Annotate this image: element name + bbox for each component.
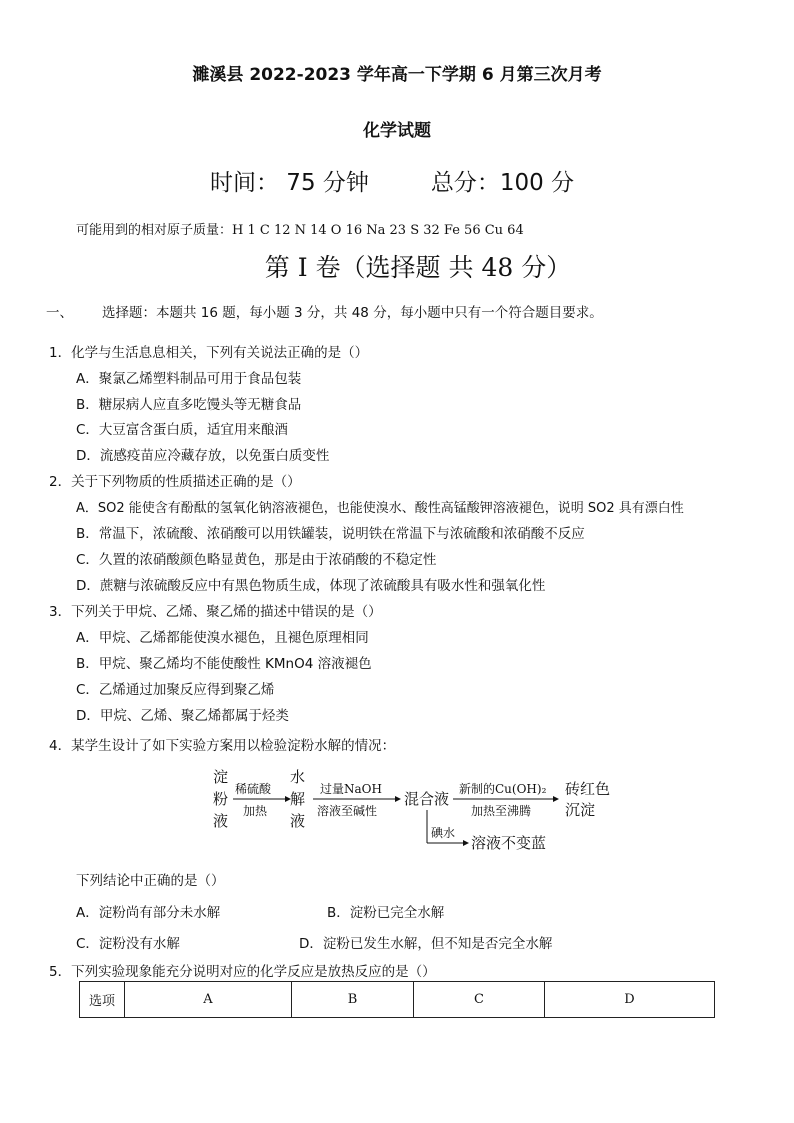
question-4-option-c: C．淀粉没有水解: [76, 936, 180, 952]
hydrolysate-char-1: 水: [290, 768, 306, 786]
question-4-conclusion-prompt: 下列结论中正确的是（）: [76, 873, 225, 889]
arrow1-top-label: 稀硫酸: [235, 782, 272, 796]
question-5-table: [79, 981, 715, 1018]
arrow3-top-label: 新制的Cu(OH)₂: [459, 782, 547, 796]
question-1-stem: 1．化学与生活息息相关，下列有关说法正确的是（）: [49, 345, 369, 361]
hydrolysate-char-3: 液: [290, 812, 306, 830]
atomic-masses: 可能用到的相对原子质量：H 1 C 12 N 14 O 16 Na 23 S 32 Fe 56 Cu 64: [76, 223, 524, 238]
question-2-stem: 2．关于下列物质的性质描述正确的是（）: [49, 474, 301, 490]
branch-label: 碘水: [431, 826, 456, 840]
arrow2-top-label: 过量NaOH: [320, 782, 382, 796]
question-3-option-b: B．甲烷、聚乙烯均不能使酸性 KMnO4 溶液褪色: [76, 656, 372, 672]
question-3-option-d: D．甲烷、乙烯、聚乙烯都属于烃类: [76, 708, 289, 724]
question-1-option-d: D．流感疫苗应冷藏存放，以免蛋白质变性: [76, 448, 330, 464]
starch-hydrolysis-flowchart: [205, 764, 625, 860]
branch-arrow-head: [463, 840, 469, 846]
table-header-cell-a: A: [125, 982, 292, 1018]
question-1-option-c: C．大豆富含蛋白质，适宜用来酿酒: [76, 422, 288, 438]
question-2-option-d: D．蔗糖与浓硫酸反应中有黑色物质生成，体现了浓硫酸具有吸水性和强氧化性: [76, 578, 546, 594]
question-2-option-c: C．久置的浓硝酸颜色略显黄色，那是由于浓硝酸的不稳定性: [76, 552, 437, 568]
section-instruction: [46, 301, 603, 321]
question-4-option-d: D．淀粉已发生水解，但不知是否完全水解: [299, 936, 553, 952]
table-header-cell-c: C: [414, 982, 545, 1018]
table-header-cell-option: 选项: [80, 982, 125, 1018]
arrow2-head: [395, 796, 401, 802]
question-3-stem: 3．下列关于甲烷、乙烯、聚乙烯的描述中错误的是（）: [49, 604, 382, 620]
result1-line1: 砖红色: [565, 780, 611, 798]
table-header-cell-d: D: [545, 982, 715, 1018]
question-1-option-a: A．聚氯乙烯塑料制品可用于食品包装: [76, 371, 302, 387]
arrow1-bottom-label: 加热: [243, 804, 268, 818]
mixture-label: 混合液: [404, 790, 450, 808]
question-2-option-b: B．常温下，浓硫酸、浓硝酸可以用铁罐装，说明铁在常温下与浓硫酸和浓硝酸不反应: [76, 526, 585, 542]
result1-line2: 沉淀: [565, 801, 596, 819]
score-label: 总分：100 分: [430, 170, 575, 196]
question-2-option-a: A．SO2 能使含有酚酞的氢氧化钠溶液褪色，也能使溴水、酸性高锰酸钾溶液褪色，说明 SO2 具有漂白性: [76, 501, 684, 516]
table-header-cell-b: B: [292, 982, 414, 1018]
table-header-row: [80, 982, 715, 1018]
question-4-stem: 4．某学生设计了如下实验方案用以检验淀粉水解的情况：: [49, 738, 396, 754]
exam-subtitle: 化学试题: [363, 121, 431, 141]
question-4-option-a: A．淀粉尚有部分未水解: [76, 905, 221, 921]
result2-label: 溶液不变蓝: [471, 834, 547, 852]
starch-char-3: 液: [213, 812, 229, 830]
arrow2-bottom-label: 溶液至碱性: [317, 804, 378, 818]
hydrolysate-char-2: 解: [290, 790, 306, 808]
arrow3-head: [553, 796, 559, 802]
exam-title: 濉溪县 2022-2023 学年高一下学期 6 月第三次月考: [192, 65, 602, 85]
exam-time-score: [210, 164, 574, 197]
question-3-option-a: A．甲烷、乙烯都能使溴水褪色，且褪色原理相同: [76, 630, 369, 646]
starch-char-1: 淀: [213, 768, 229, 786]
question-4-option-b: B．淀粉已完全水解: [327, 905, 445, 921]
volume-title: 第 I 卷（选择题 共 48 分）: [264, 253, 572, 282]
question-1-option-b: B．糖尿病人应直多吃馒头等无糖食品: [76, 397, 302, 413]
arrow3-bottom-label: 加热至沸腾: [471, 804, 532, 818]
starch-char-2: 粉: [213, 790, 229, 808]
question-5-stem: 5．下列实验现象能充分说明对应的化学反应是放热反应的是（）: [49, 964, 436, 980]
question-3-option-c: C．乙烯通过加聚反应得到聚乙烯: [76, 682, 275, 698]
time-label: 时间： 75 分钟: [210, 170, 369, 196]
section-number: 一、: [46, 305, 73, 321]
section-text: 选择题：本题共 16 题，每小题 3 分，共 48 分，每小题中只有一个符合题目要求。: [102, 305, 603, 321]
